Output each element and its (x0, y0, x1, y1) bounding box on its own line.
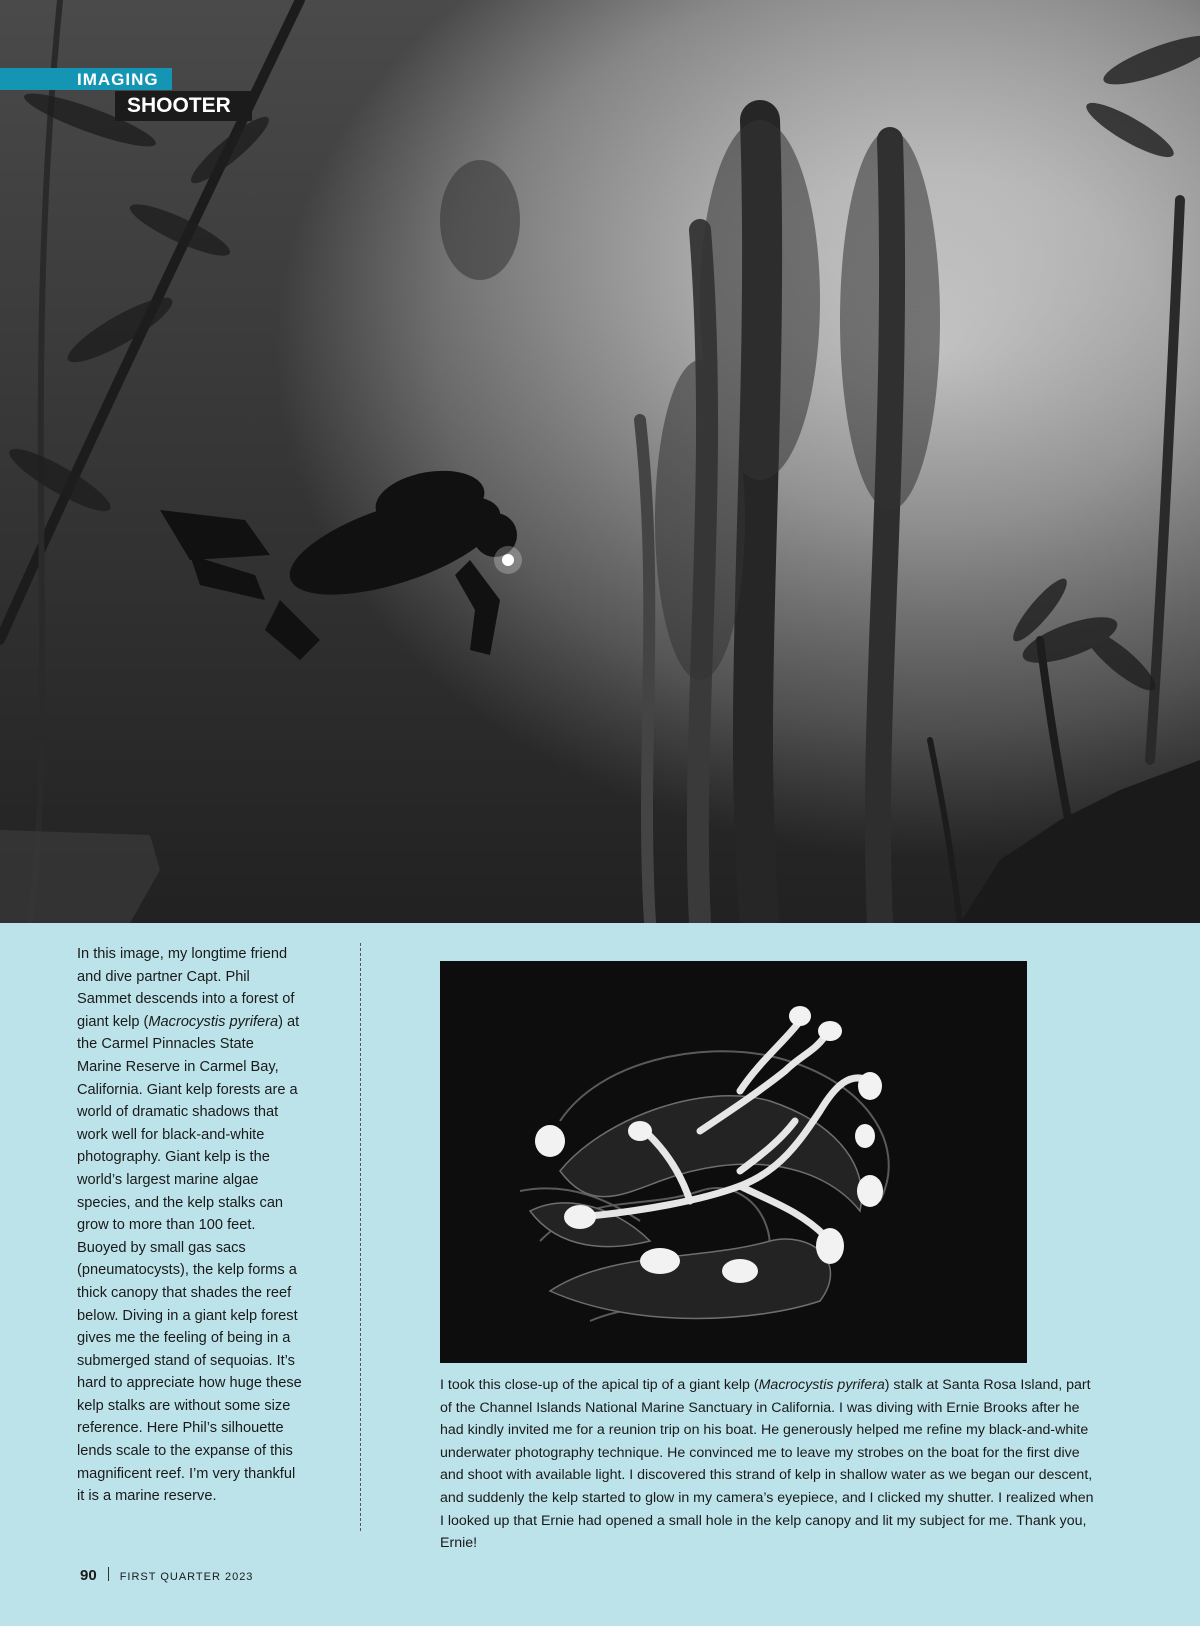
inset-caption (440, 1374, 1100, 1555)
footer-separator (108, 1567, 109, 1581)
body-text (77, 943, 302, 1508)
issue-label: FIRST QUARTER 2023 (119, 1571, 254, 1583)
kelp-closeup-image (440, 961, 1027, 1363)
column-divider (360, 943, 361, 1531)
section-label: IMAGING (77, 70, 159, 89)
body-text-part1: In this image, my longtime friend and dive partner Capt. Phil Sammet descends into a forest of giant kelp ( (77, 946, 295, 1030)
subsection-label: SHOOTER (127, 94, 231, 117)
page-number: 90 (80, 1567, 97, 1584)
caption-part2: ) stalk at Santa Rosa Island, part of the Channel Islands National Marine Sanctuary in California. I was diving with Ernie Brooks after he had kindly invited me for a reunion trip on his boat. He generously helped me refine my black-and-white underwater photography technique. He convinced me to leave my strobes on the boat for the first dive and shoot with available light. I discovered this strand of kelp in shallow water as we began our descent, and suddenly the kelp started to glow in my camera’s eyepiece, and I clicked my shutter. I realized when I looked up that Ernie had opened a small hole in the kelp canopy and lit my subject for me. Thank you, Ernie! (440, 1377, 1094, 1552)
page-footer (80, 1567, 253, 1585)
body-text-part2: ) at the Carmel Pinnacles State Marine Reserve in Carmel Bay, California. Giant kelp forests are a world of dramatic shadows that work well for black-and-white photography. Giant kelp is the world’s largest marine algae species, and the kelp stalks can grow to more than 100 feet. Buoyed by small gas sacs (pneumatocysts), the kelp forms a thick canopy that shades the reef below. Diving in a giant kelp forest gives me the feeling of being in a submerged stand of sequoias. It’s hard to appreciate how huge these kelp stalks are without some size reference. Here Phil’s silhouette lends scale to the expanse of this magnificent reef. I’m very thankful it is a marine reserve. (77, 1013, 302, 1505)
body-text-species: Macrocystis pyrifera (148, 1013, 279, 1030)
caption-species: Macrocystis pyrifera (758, 1377, 885, 1393)
subsection-tag (115, 91, 252, 121)
caption-part1: I took this close-up of the apical tip of a giant kelp ( (440, 1377, 759, 1393)
kelp-closeup-photo (440, 961, 1027, 1363)
section-tag (0, 68, 172, 90)
